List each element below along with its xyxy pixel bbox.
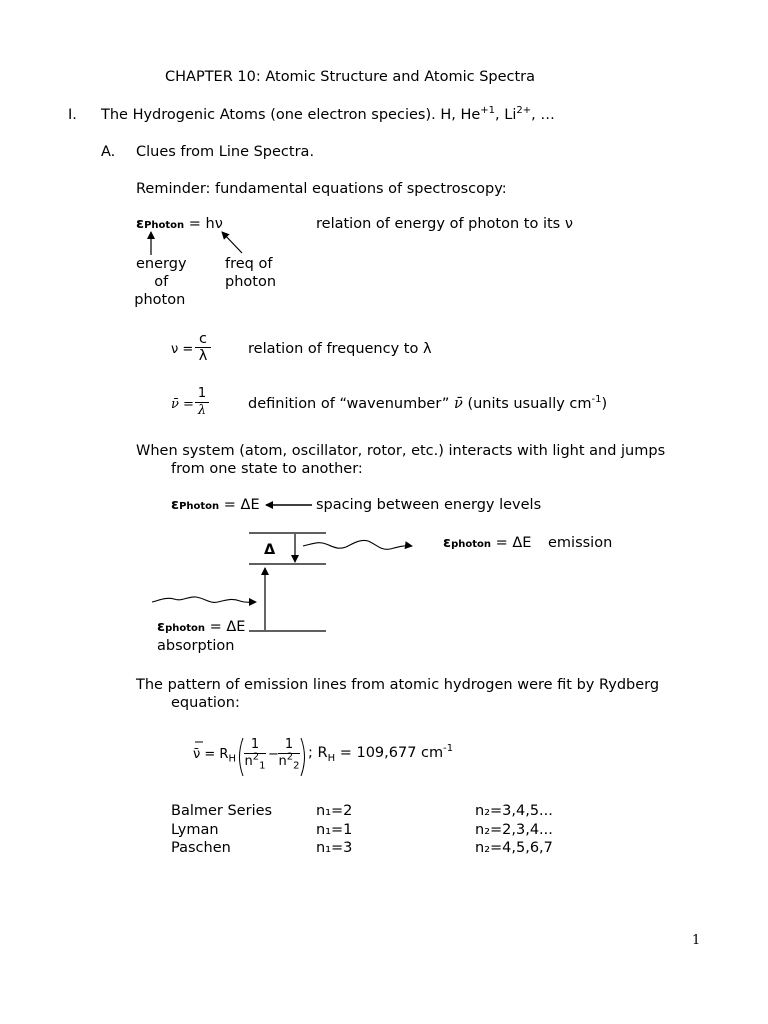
interaction-text-line1: When system (atom, oscillator, rotor, etc.) interacts with light and jumps	[136, 443, 666, 459]
series-n1: n₁=3	[316, 840, 353, 856]
section-heading: The Hydrogenic Atoms (one electron species). H, $He^{+1}$, $Li^{2+}$, …	[101, 105, 555, 123]
frequency-lhs: ν =	[171, 342, 194, 357]
rydberg-constant: ; $R_H = 109,677$ $cm^{-1}$	[308, 743, 454, 764]
delta-label: Δ	[264, 542, 276, 558]
photon-energy-note: relation of energy of photon to its ν	[316, 216, 573, 232]
wavenumber-fraction: $\frac{1}{\lambda}$	[195, 386, 209, 419]
rydberg-text-line2: equation:	[171, 695, 240, 711]
emission-equation: εphoton = ΔE	[443, 535, 532, 551]
freq-arrow	[222, 232, 242, 253]
spacing-note: spacing between energy levels	[316, 497, 542, 513]
series-n2: n₂=4,5,6,7	[475, 840, 553, 856]
wavenumber-note: definition of “wavenumber” ν̄ (units usually $cm^{-1}$)	[248, 394, 608, 412]
interaction-text-line2: from one state to another:	[171, 461, 363, 477]
freq-label: freq of photon	[225, 256, 277, 290]
reminder-text: Reminder: fundamental equations of spectroscopy:	[136, 181, 507, 197]
page-title: CHAPTER 10: Atomic Structure and Atomic Spectra	[165, 69, 536, 85]
frequency-fraction: $\frac{c}{\lambda}$	[195, 331, 211, 364]
rydberg-text-line1: The pattern of emission lines from atomic hydrogen were fit by Rydberg	[136, 677, 660, 693]
emission-label: emission	[548, 535, 613, 551]
energy-label: energy of photon	[134, 256, 187, 308]
left-paren	[240, 738, 244, 776]
series-n1: n₁=2	[316, 803, 353, 819]
absorption-label: absorption	[157, 638, 235, 654]
frequency-note: relation of frequency to λ	[248, 341, 432, 357]
series-n2: n₂=2,3,4...	[475, 822, 553, 838]
series-n1: n₁=1	[316, 822, 353, 838]
series-name: Paschen	[171, 840, 231, 856]
page-number: 1	[692, 933, 701, 948]
rydberg-fraction-2: $\frac{1}{n^2_2}$	[278, 737, 300, 772]
subsection-letter: A.	[101, 144, 116, 160]
wavenumber-lhs: ν̄ =	[171, 397, 194, 412]
emission-wave	[303, 540, 412, 549]
series-n2: n₂=3,4,5...	[475, 803, 553, 819]
series-name: Lyman	[171, 822, 219, 838]
section-numeral: I.	[68, 107, 77, 123]
rydberg-fraction-1: $\frac{1}{n^2_1}$	[244, 737, 266, 772]
right-paren	[301, 738, 305, 776]
rydberg-minus: −	[268, 747, 279, 762]
absorption-equation: εphoton = ΔE	[157, 619, 246, 635]
absorption-wave	[152, 597, 256, 603]
rydberg-lhs: ν̄ = $R_H$	[193, 747, 236, 765]
photon-deltaE-equation: εPhoton = ΔE	[171, 497, 260, 513]
subsection-heading: Clues from Line Spectra.	[136, 144, 315, 160]
photon-energy-equation: εPhoton = hν	[136, 216, 223, 232]
series-name: Balmer Series	[171, 803, 273, 819]
